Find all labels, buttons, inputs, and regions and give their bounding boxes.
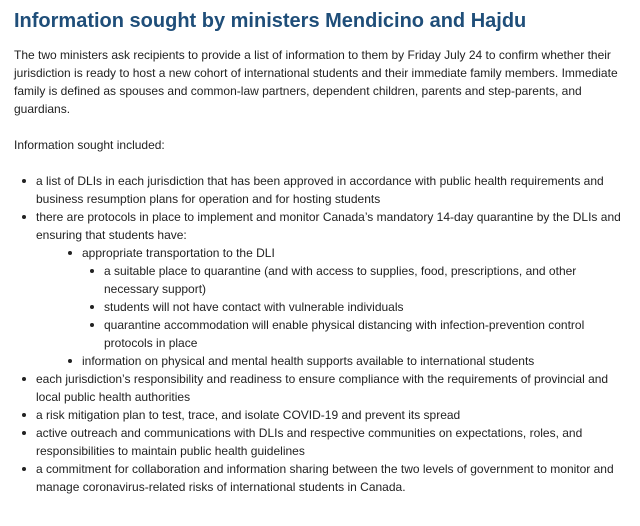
- bullet-icon: [22, 467, 26, 471]
- article-heading: Information sought by ministers Mendicino and Hajdu: [14, 10, 527, 32]
- list-item-text: a risk mitigation plan to test, trace, and isolate COVID-19 and prevent its spread: [36, 408, 461, 422]
- sub-list-item-text: appropriate transportation to the DLI: [82, 246, 275, 260]
- sub-list-item: [82, 352, 626, 370]
- list-item: [36, 208, 626, 370]
- sub-sub-list-item-text: a suitable place to quarantine (and with access to supplies, food, prescriptions, and other necessary support): [104, 264, 577, 296]
- list-item: [36, 460, 626, 496]
- bullet-icon: [90, 305, 94, 309]
- list-item: [36, 424, 626, 460]
- list-item-text: there are protocols in place to implement and monitor Canada’s mandatory 14-day quarantine by the DLIs and ensuring that students have:: [36, 210, 621, 242]
- list-item-text: a list of DLIs in each jurisdiction that has been approved in accordance with public health requirements and business resumption plans for operation and for hosting students: [36, 174, 604, 206]
- list-item: [36, 406, 626, 424]
- sub-sub-list-item: [104, 316, 626, 352]
- sub-list: [36, 244, 626, 370]
- sub-sub-list-item: [104, 298, 626, 316]
- sub-sub-list-item-text: students will not have contact with vulnerable individuals: [104, 300, 404, 314]
- bullet-icon: [22, 179, 26, 183]
- bullet-icon: [68, 359, 72, 363]
- sub-list-item: [82, 244, 626, 352]
- sought-label: Information sought included:: [14, 138, 165, 152]
- sub-sub-list-item-text: quarantine accommodation will enable physical distancing with infection-prevention control protocols in place: [104, 318, 585, 350]
- intro-paragraph: The two ministers ask recipients to provide a list of information to them by Friday July 24 to confirm whether their jurisdiction is ready to host a new cohort of international students and their immediate family members. Immediate family is defined as spouses and common-law partners, dependent children, parents and step-parents, and guardians.: [14, 48, 618, 116]
- list-item-text: each jurisdiction’s responsibility and readiness to ensure compliance with the requirements of provincial and local public health authorities: [36, 372, 609, 404]
- bullet-icon: [22, 413, 26, 417]
- bullet-icon: [68, 251, 72, 255]
- bullet-icon: [22, 377, 26, 381]
- sub-list-item-text: information on physical and mental health supports available to international students: [82, 354, 535, 368]
- information-list: [14, 172, 626, 496]
- bullet-icon: [90, 269, 94, 273]
- bullet-icon: [90, 323, 94, 327]
- bullet-icon: [22, 431, 26, 435]
- bullet-icon: [22, 215, 26, 219]
- list-item-text: a commitment for collaboration and information sharing between the two levels of government to monitor and manage coronavirus-related risks of international students in Canada.: [36, 462, 614, 494]
- sub-sub-list: [82, 262, 626, 352]
- sub-sub-list-item: [104, 262, 626, 298]
- list-item: [36, 370, 626, 406]
- list-item-text: active outreach and communications with DLIs and respective communities on expectations, roles, and responsibilities to maintain public health guidelines: [36, 426, 583, 458]
- list-item: [36, 172, 626, 208]
